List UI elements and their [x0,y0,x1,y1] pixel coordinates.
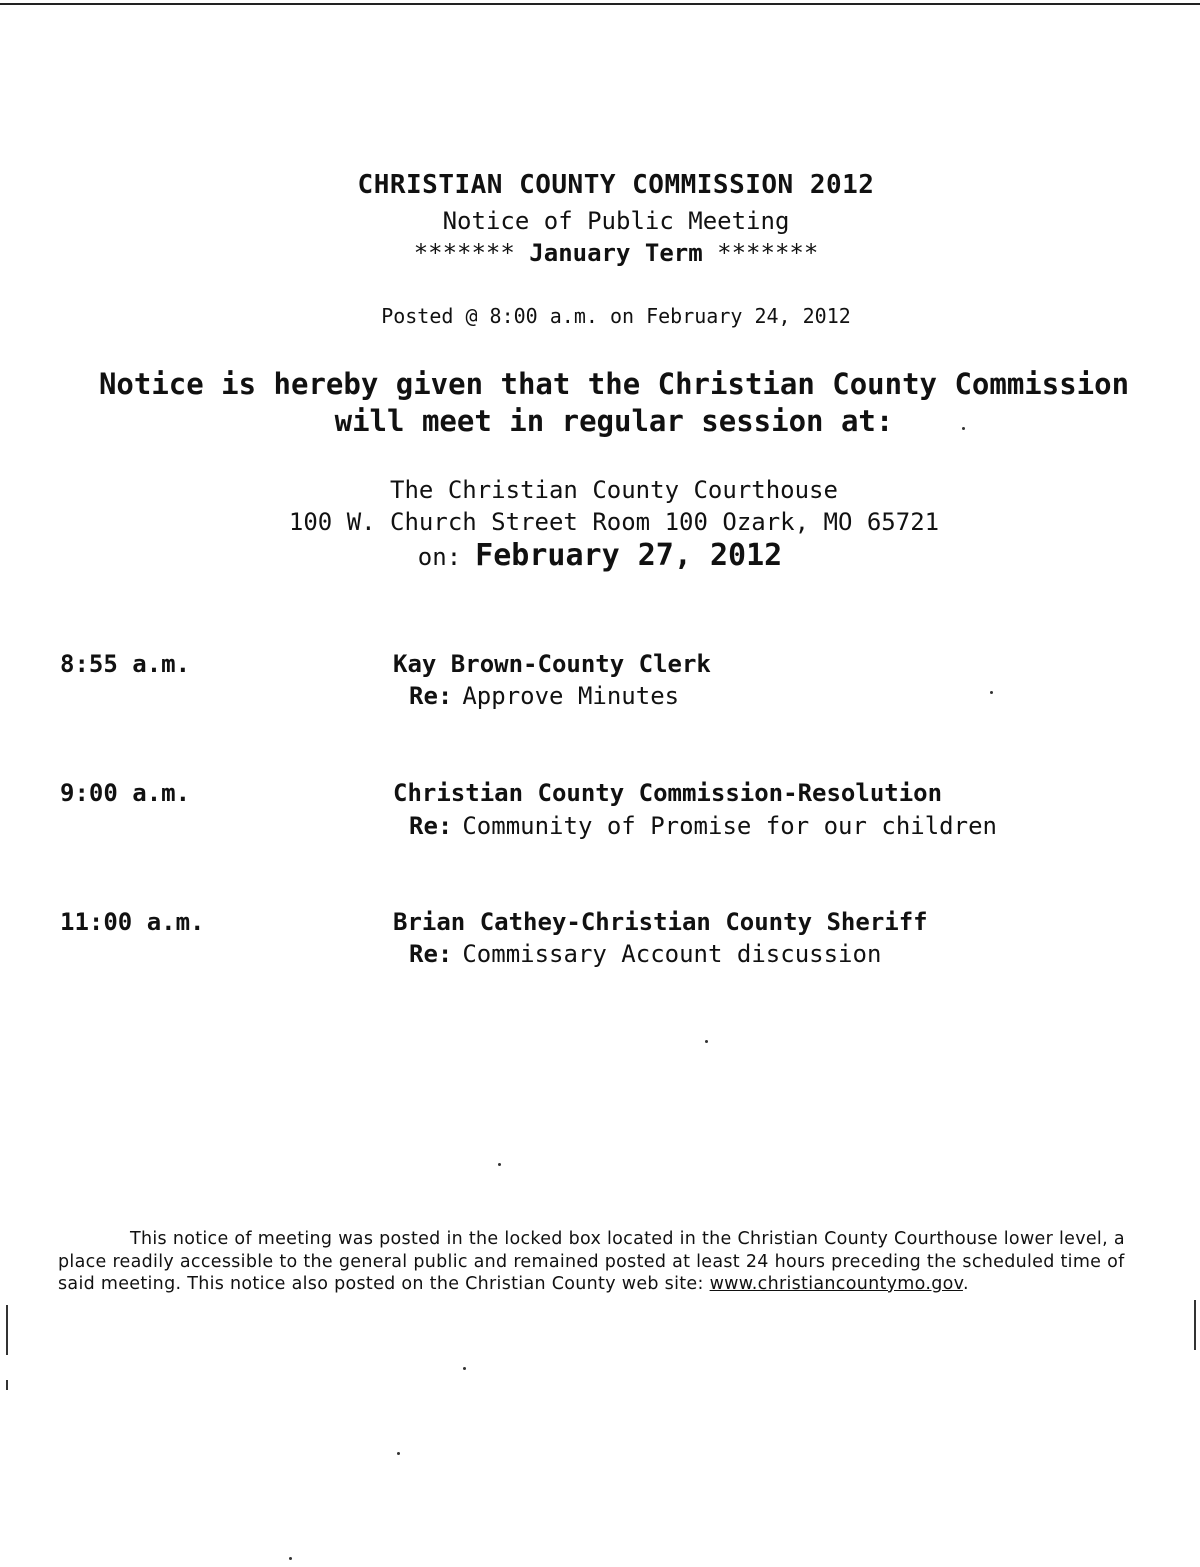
meeting-date-line [0,538,1200,573]
agenda-re-label: Re: [409,682,453,710]
scan-speck [397,1452,400,1455]
term-name: January Term [529,239,703,267]
website-link[interactable]: www.christiancountymo.gov [709,1274,963,1294]
term-line [16,239,1200,267]
agenda-subject [409,682,679,710]
agenda-subject [409,812,997,840]
notice-line-1: Notice is hereby given that the Christian County Commission [98,367,1130,401]
scan-speck [289,1557,292,1560]
scan-edge-mark [6,1380,8,1390]
posted-line: Posted @ 8:00 a.m. on February 24, 2012 [381,304,851,328]
posting-statement-text: This notice of meeting was posted in the locked box located in the Christian County Courthouse lower level, a place readily accessible to the general public and remained posted at least 24 hours preceding the scheduled time of said meeting. This notice also posted on the Christian County web site: [58,1229,1125,1294]
scan-edge-mark [1194,1300,1196,1350]
venue-address: 100 W. Church Street Room 100 Ozark, MO 65721 [288,508,940,536]
notice-statement [14,366,1200,440]
scan-speck [498,1163,501,1166]
agenda-re-text: Approve Minutes [462,682,680,710]
agenda-time: 8:55 a.m. [60,650,191,678]
agenda-re-text: Commissary Account discussion [462,940,882,968]
scan-edge-mark [6,1305,8,1355]
agenda-presenter: Brian Cathey-Christian County Sheriff [393,908,928,936]
venue-building: The Christian County Courthouse [390,476,838,504]
venue-block [14,474,1200,538]
agenda-time: 9:00 a.m. [60,779,191,807]
scan-speck [705,1040,708,1043]
posting-statement [58,1228,1158,1296]
agenda-re-label: Re: [409,812,453,840]
agenda-re-label: Re: [409,940,453,968]
agenda-re-text: Community of Promise for our children [462,812,997,840]
meeting-date: February 27, 2012 [475,538,783,573]
agenda-presenter: Kay Brown-County Clerk [393,650,711,678]
meeting-date-label: on: [417,543,462,571]
term-stars-right: ******* [717,239,819,267]
document-subtitle: Notice of Public Meeting [442,207,790,235]
scan-speck [990,691,993,694]
top-border-line [0,3,1200,5]
scan-speck [463,1367,466,1370]
document-title: CHRISTIAN COUNTY COMMISSION 2012 [357,170,875,200]
scan-speck [962,427,965,430]
agenda-subject [409,940,881,968]
term-stars-left: ******* [413,239,515,267]
posting-statement-end: . [962,1274,969,1294]
agenda-presenter: Christian County Commission-Resolution [393,779,943,807]
notice-line-2: will meet in regular session at: [334,404,894,438]
agenda-time: 11:00 a.m. [60,908,205,936]
